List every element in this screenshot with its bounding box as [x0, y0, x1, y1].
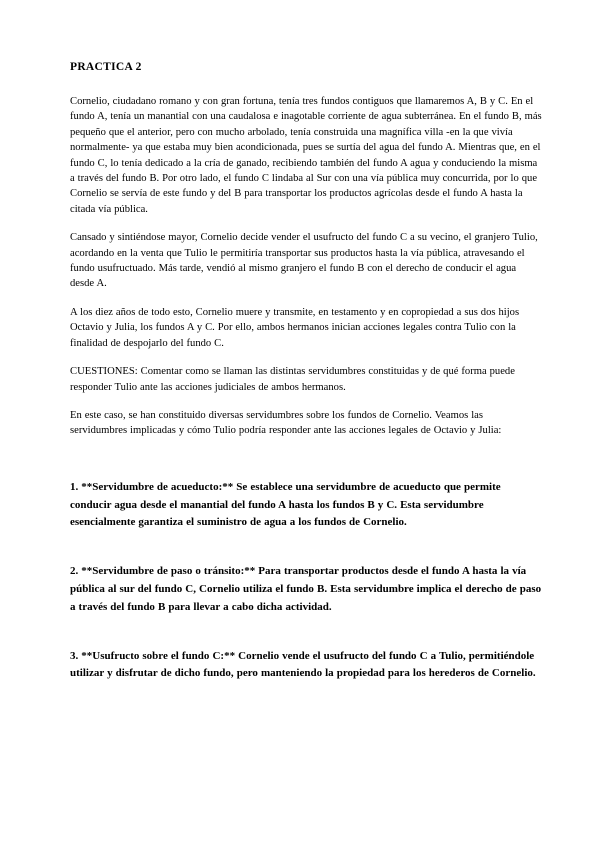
numbered-item-usufructo-fundo-c: 3. **Usufructo sobre el fundo C:** Cornelio vende el usufructo del fundo C a Tulio, permitiéndole utilizar y disfrutar de dicho fundo, pero manteniendo la propiedad para los herederos de Cornelio. [70, 649, 536, 680]
paragraph-cuestiones: CUESTIONES: Comentar como se llaman las distintas servidumbres constituidas y de qué forma puede responder Tulio ante las acciones judiciales de ambos hermanos. [70, 366, 515, 393]
paragraph-case-intro: Cornelio, ciudadano romano y con gran fortuna, tenía tres fundos contiguos que llamaremos A, B y C. En el fundo A, tenía un manantial con una caudalosa e inagotable corriente de agua subterránea. En el fundo B, más pequeño que el anterior, pero con mucho arbolado, tenía construida una magnífica villa -en la que vivía normalmente- ya que estaba muy bien acondicionada, pues se surtía del agua del fundo A. Mientras que, en el fundo C, lo tenía dedicado a la cría de ganado, recibiendo también del fundo A agua y conduciendo la misma a través del fundo B. Por otro lado, el fundo C lindaba al Sur con una vía pública muy concurrida, por lo que Cornelio se servía de este fundo y del B para transportar los productos agrícolas desde el fundo A hasta la citada vía pública. [70, 96, 542, 215]
paragraph-usufruct-sale: Cansado y sintiéndose mayor, Cornelio decide vender el usufructo del fundo C a su vecino, el granjero Tulio, acordando en la venta que Tulio le permitiría transportar sus productos hasta la vía pública, atravesando el fundo usufructuado. Más tarde, vendió al mismo granjero el fundo B con el derecho de conducir el agua desde A. [70, 232, 538, 290]
document-title: PRACTICA 2 [70, 61, 142, 73]
paragraph-answer-intro: En este caso, se han constituido diversas servidumbres sobre los fundos de Cornelio. Veamos las servidumbres implicadas y cómo Tulio podría responder ante las acciones legales de Octavio y Julia: [70, 409, 502, 437]
numbered-item-servidumbre-paso: 2. **Servidumbre de paso o tránsito:** Para transportar productos desde el fundo A hasta la vía pública al sur del fundo C, Cornelio utiliza el fundo B. Esta servidumbre implica el derecho de paso a través del fundo B para llevar a cabo dicha actividad. [70, 565, 542, 613]
document-page [70, 60, 542, 714]
numbered-item-servidumbre-acueducto: 1. **Servidumbre de acueducto:** Se establece una servidumbre de acueducto que permite conducir agua desde el manantial del fundo A hasta los fundos B y C. Esta servidumbre esencialmente garantiza el suministro de agua a los fundos de Cornelio. [70, 480, 501, 529]
paragraph-inheritance: A los diez años de todo esto, Cornelio muere y transmite, en testamento y en copropiedad a sus dos hijos Octavio y Julia, los fundos A y C. Por ello, ambos hermanos inician acciones legales contra Tulio con la finalidad de despojarlo del fundo C. [70, 306, 520, 349]
